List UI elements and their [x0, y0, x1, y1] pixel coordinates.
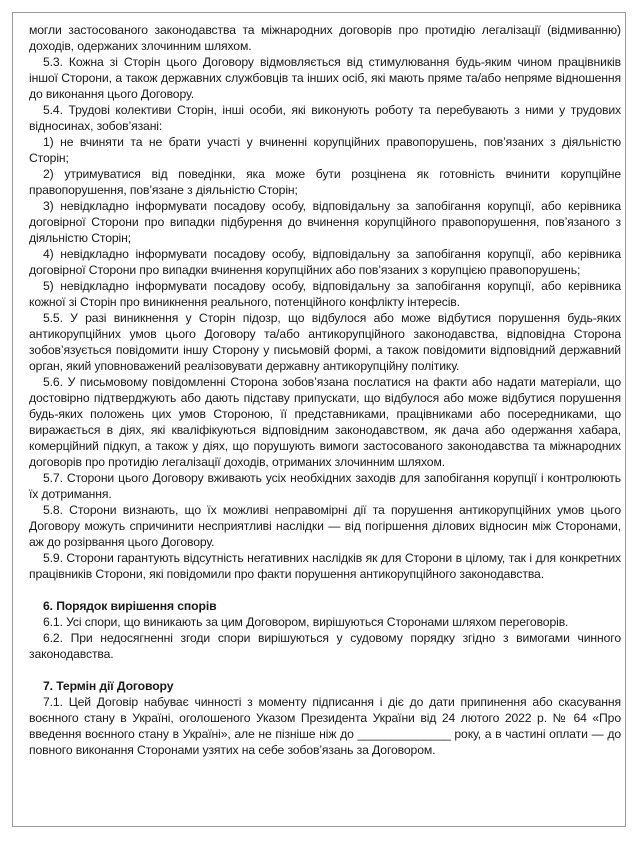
clause-7-1: 7.1. Цей Договір набуває чинності з моменту підписання і діє до дати припинення або скасування воєнного стану в Україні, оголошеного Указом Президента України від 24 лютого 2022 р. № 64 «Про введення воєнного стану в Україні», але не пізніше ніж до ______________ року, а в частині оплати — до повного виконання Сторонами узятих на себе зобов’язань за Договором. — [29, 695, 621, 757]
clause-5-4-item: 2) утримуватися від поведінки, яка може бути розцінена як готовність вчинити корупційне правопорушення, пов’язане з діяльністю Сторін; — [29, 167, 621, 197]
clause-5-4-item: 3) невідкладно інформувати посадову особу, відповідальну за запобігання корупції, або керівника договірної Сторони про випадки підбурення до вчинення корупційного правопорушення, пов’язаного з діяльністю Сторін; — [29, 199, 621, 245]
clause-5-9: 5.9. Сторони гарантують відсутність негативних наслідків як для Сторони в цілому, так і для конкретних працівників Сторони, які повідомили про факти порушення антикорупційного законодавства. — [29, 551, 621, 581]
spacer — [29, 582, 621, 598]
clause-5-5: 5.5. У разі виникнення у Сторін підозр, що відбулося або може відбутися порушення будь-яких антикорупційних умов цього Договору та/або антикорупційного законодавства, відповідна Сторона зобов’язується повідомити іншу Сторону у письмовій формі, а також повідомити відповідний державний орган, який уповноважений реалізовувати державну антикорупційну політику. — [29, 311, 621, 373]
clause-5-4-item: 4) невідкладно інформувати посадову особу, відповідальну за запобігання корупції, або керівника договірної Сторони про випадки вчинення корупційних або пов’язаних з корупцією правопорушень; — [29, 247, 621, 277]
clause-5-4: 5.4. Трудові колективи Сторін, інші особи, які виконують роботу та перебувають з ними у трудових відносинах, зобов’язані: — [29, 103, 621, 133]
clause-5-7: 5.7. Сторони цього Договору вживають усіх необхідних заходів для запобігання корупції і контролюють їх дотримання. — [29, 471, 621, 501]
clause-5-4-item: 5) невідкладно інформувати посадову особу, відповідальну за запобігання корупції, або керівника кожної зі Сторін про виникнення реального, потенційного конфлікту інтересів. — [29, 279, 621, 309]
intro-paragraph: могли застосованого законодавства та міжнародних договорів про протидію легалізації (відмиванню) доходів, одержаних злочинним шляхом. — [29, 23, 621, 53]
clause-6-1: 6.1. Усі спори, що виникають за цим Договором, вирішуються Сторонами шляхом переговорів. — [43, 615, 569, 629]
section-6-title: 6. Порядок вирішення спорів — [43, 599, 217, 613]
clause-5-4-item: 1) не вчиняти та не брати участі у вчиненні корупційних правопорушень, пов’язаних з діяльністю Сторін; — [29, 135, 621, 165]
document-body — [29, 22, 621, 758]
clause-5-8: 5.8. Сторони визнають, що їх можливі неправомірні дії та порушення антикорупційних умов цього Договору можуть спричинити несприятливі наслідки — від погіршення ділових відносин між Сторонами, аж до розірвання цього Договору. — [29, 503, 621, 549]
clause-6-2: 6.2. При недосягненні згоди спори вирішуються у судовому порядку згідно з вимогами чинного законодавства. — [29, 631, 621, 661]
spacer — [29, 662, 621, 678]
clause-5-3: 5.3. Кожна зі Сторін цього Договору відмовляється від стимулювання будь-яким чином працівників іншої Сторони, а також державних службовців та інших осіб, які мають пряме та/або непряме відношення до виконання цього Договору. — [29, 55, 621, 101]
section-7-title: 7. Термін дії Договору — [43, 679, 174, 693]
clause-5-6: 5.6. У письмовому повідомленні Сторона зобов’язана послатися на факти або надати матеріали, що достовірно підтверджують або дають підставу припускати, що відбулося або може відбутися порушення будь-яких положень цих умов Стороною, її представниками, працівниками або посередниками, що виражається в діях, які кваліфікуються відповідним законодавством, як дача або одержання хабара, комерційний підкуп, а також у діях, що порушують вимоги застосованого законодавства та міжнародних договорів про протидію легалізації доходів, отриманих злочинним шляхом. — [29, 375, 621, 469]
